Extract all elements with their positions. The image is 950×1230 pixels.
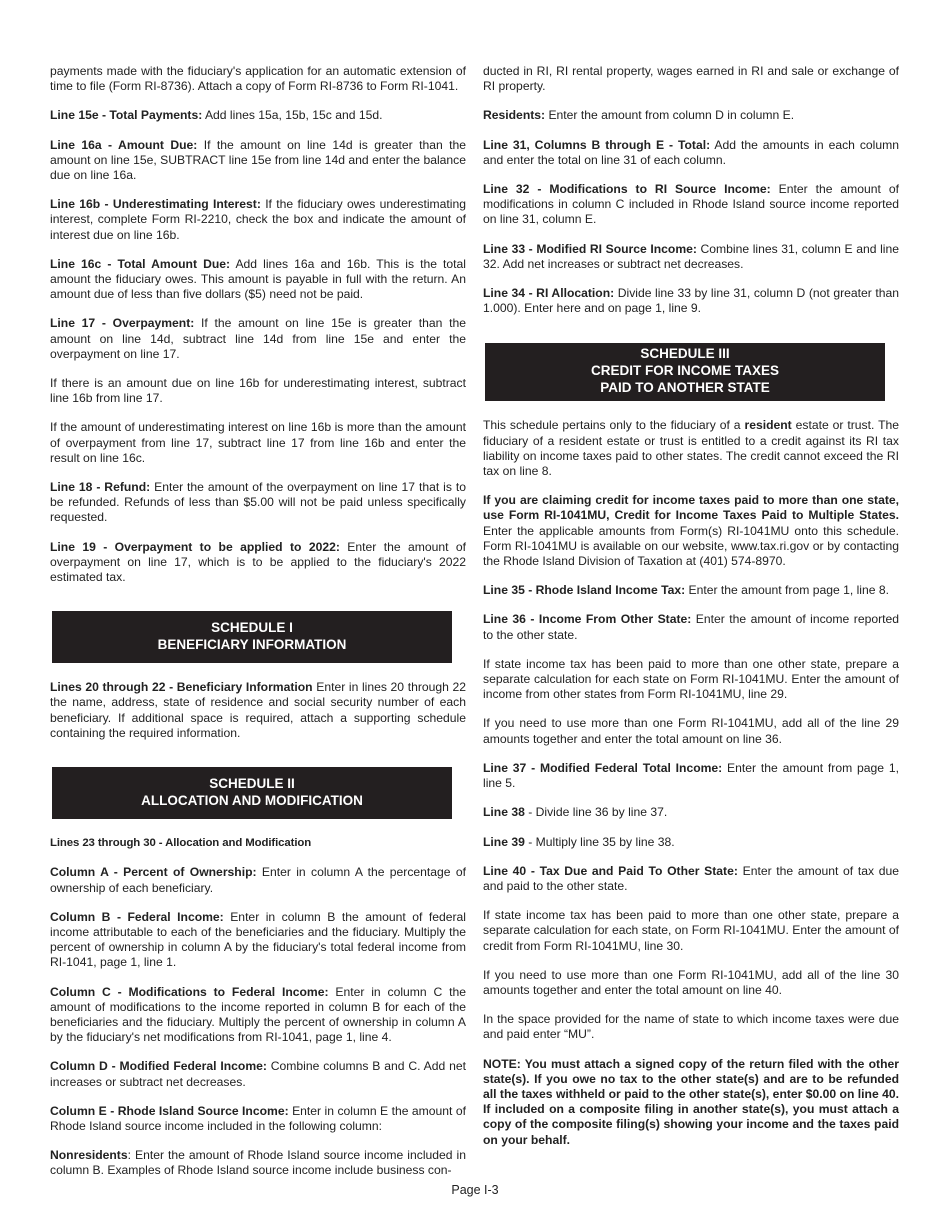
label-line-16c: Line 16c - Total Amount Due: (50, 256, 231, 271)
schedule-3-header (485, 343, 885, 401)
paragraph-column-e: Column E - Rhode Island Source Income: Enter in column E the amount of Rhode Island source income included in the following column: (50, 1103, 466, 1133)
label-resident: resident (744, 418, 792, 433)
paragraph-amount-due-16b: If there is an amount due on line 16b for underestimating interest, subtract line 16b from line 17. (50, 376, 466, 406)
schedule-3-subtitle-1: CREDIT FOR INCOME TAXES (590, 363, 779, 379)
label-column-d: Column D - Modified Federal Income: (50, 1059, 267, 1074)
paragraph-line-17: Line 17 - Overpayment: If the amount on line 15e is greater than the amount on line 14d, subtract line 14d from line 15e and enter the overpayment on line 17. (50, 316, 467, 361)
paragraph-line-15e: Line 15e - Total Payments: Add lines 15a, 15b, 15c and 15d. (50, 108, 383, 123)
paragraph-add-line-29: If you need to use more than one Form RI-1041MU, add all of the line 29 amounts together and enter the total amount on line 36. (483, 716, 899, 746)
label-column-a: Column A - Percent of Ownership: (50, 865, 257, 880)
paragraph-line-18: Line 18 - Refund: Enter the amount of the overpayment on line 17 that is to be refunded. Refunds of less than $5.00 will not be paid unless specifically requested. (50, 480, 466, 525)
paragraph-line-16b: Line 16b - Underestimating Interest: If the fiduciary owes underestimating interest, complete Form RI-2210, check the box and indicate the amount of interest due on line 16b. (50, 197, 467, 242)
paragraph-line-16a: Line 16a - Amount Due: If the amount on line 14d is greater than the amount on line 15e, SUBTRACT line 15e from line 14d and enter the balance due on line 16a. (50, 137, 466, 183)
paragraph-mu-state: In the space provided for the name of state to which income taxes were due and paid enter “MU”. (483, 1012, 899, 1042)
label-line-32: Line 32 - Modifications to RI Source Income: (483, 182, 771, 197)
schedule-3-subtitle-2: PAID TO ANOTHER STATE (600, 380, 770, 396)
label-line-37: Line 37 - Modified Federal Total Income: (483, 760, 723, 775)
paragraph-continued: ducted in RI, RI rental property, wages earned in RI and sale or exchange of RI property. (483, 64, 899, 94)
label-line-16b: Line 16b - Underestimating Interest: (50, 197, 261, 212)
paragraph-line-36: Line 36 - Income From Other State: Enter the amount of income reported to the other state. (483, 612, 899, 642)
paragraph-underestimating-more: If the amount of underestimating interest on line 16b is more than the amount of overpayment from line 17, subtract line 17 from line 16b and enter the result on line 16c. (50, 420, 466, 465)
paragraph-add-line-30: If you need to use more than one Form RI-1041MU, add all of the line 30 amounts together and enter the total amount on line 40. (483, 967, 899, 997)
schedule-1-header (52, 611, 452, 663)
schedule-1-subtitle: BENEFICIARY INFORMATION (157, 637, 347, 653)
label-nonresidents: Nonresidents (50, 1148, 128, 1163)
paragraph-lines-20-22: Lines 20 through 22 - Beneficiary Information Enter in lines 20 through 22 the name, address, state of residence and social security number of each beneficiary. If additional space is required, attach a supporting schedule containing the required information. (50, 680, 466, 740)
page-number: Page I-3 (451, 1183, 499, 1197)
label-line-34: Line 34 - RI Allocation: (483, 286, 615, 301)
label-residents: Residents: (483, 108, 546, 123)
label-line-36: Line 36 - Income From Other State: (483, 612, 692, 627)
schedule-3-title: SCHEDULE III (640, 346, 730, 362)
label-line-35: Line 35 - Rhode Island Income Tax: (483, 583, 686, 598)
label-line-16a: Line 16a - Amount Due: (50, 137, 198, 152)
paragraph-separate-calc-30: If state income tax has been paid to more than one other state, prepare a separate calculation for each state, on Form RI-1041MU. Enter the amount of credit from Form RI-1041MU, line 30. (483, 908, 899, 953)
paragraph-line-31: Line 31, Columns B through E - Total: Add the amounts in each column and enter the total on line 31 of each column. (483, 137, 899, 167)
paragraph-separate-calc-29: If state income tax has been paid to more than one other state, prepare a separate calculation for each state on Form RI-1041MU. Enter the amount of income from other states from Form RI-1041MU, line 29. (483, 656, 899, 702)
label-line-19: Line 19 - Overpayment to be applied to 2022: (50, 539, 340, 554)
paragraph-line-16c: Line 16c - Total Amount Due: Add lines 16a and 16b. This is the total amount the fiduciary owes. This amount is payable in full with the return. An amount due of less than five dollars ($5) need not be paid. (50, 256, 466, 302)
paragraph-line-33: Line 33 - Modified RI Source Income: Combine lines 31, column E and line 32. Add net increases or subtract net decreases. (483, 241, 899, 271)
label-line-33: Line 33 - Modified RI Source Income: (483, 241, 697, 256)
paragraph-line-35: Line 35 - Rhode Island Income Tax: Enter the amount from page 1, line 8. (483, 583, 889, 598)
label-line-39: Line 39 (483, 834, 525, 849)
right-column (483, 64, 899, 1162)
label-column-e: Column E - Rhode Island Source Income: (50, 1103, 289, 1118)
label-line-38: Line 38 (483, 805, 525, 820)
paragraph-residents: Residents: Enter the amount from column D in column E. (483, 108, 795, 123)
label-line-15e: Line 15e - Total Payments: (50, 108, 203, 123)
schedule-2-title: SCHEDULE II (209, 776, 295, 792)
schedule-2-subtitle: ALLOCATION AND MODIFICATION (141, 793, 363, 809)
left-column (50, 64, 466, 1193)
paragraph-line-34: Line 34 - RI Allocation: Divide line 33 by line 31, column D (not greater than 1.000). Enter here and on page 1, line 9. (483, 286, 899, 316)
heading-lines-23-30: Lines 23 through 30 - Allocation and Modification (50, 837, 312, 850)
paragraph-line-19: Line 19 - Overpayment to be applied to 2022: Enter the amount of overpayment on line 17, which is to be applied to the fiduciary's 2022 estimated tax. (50, 539, 466, 585)
paragraph-line-38: Line 38 - Divide line 36 by line 37. (483, 805, 668, 820)
paragraph-note: NOTE: You must attach a signed copy of the return filed with the other state(s). If you owe no tax to the other state(s) and are to be refunded all the taxes withheld or paid to the other state(s), enter $0.00 on line 40. If included on a composite filing in another state(s), you must attach a copy of the composite filing(s) showing your income and the taxes paid on your behalf. (483, 1056, 899, 1147)
paragraph-column-d: Column D - Modified Federal Income: Combine columns B and C. Add net increases or subtract net decreases. (50, 1059, 466, 1089)
paragraph-line-32: Line 32 - Modifications to RI Source Income: Enter the amount of modifications in column C included in Rhode Island source income reported on line 31, column E. (483, 182, 899, 227)
label-line-31: Line 31, Columns B through E - Total: (483, 137, 711, 152)
label-lines-20-22: Lines 20 through 22 - Beneficiary Information (50, 680, 313, 695)
paragraph-column-b: Column B - Federal Income: Enter in column B the amount of federal income attributable to each of the beneficiaries and the fiduciary. Multiply the percent of ownership in column A by the fiduciary's total federal income from RI-1041, page 1, line 1. (50, 909, 466, 970)
paragraph-line-37: Line 37 - Modified Federal Total Income: Enter the amount from page 1, line 5. (483, 760, 899, 791)
paragraph-extension-payments: payments made with the fiduciary's application for an automatic extension of time to file (Form RI-8736). Attach a copy of Form RI-8736 to Form RI-1041. (50, 64, 466, 94)
label-line-18: Line 18 - Refund: (50, 480, 151, 495)
paragraph-line-40: Line 40 - Tax Due and Paid To Other State: Enter the amount of tax due and paid to the other state. (483, 863, 899, 893)
label-line-17: Line 17 - Overpayment: (50, 316, 195, 331)
paragraph-nonresidents: Nonresidents: Enter the amount of Rhode Island source income included in column B. Examples of Rhode Island source income include business con- (50, 1148, 466, 1178)
paragraph-column-c: Column C - Modifications to Federal Income: Enter in column C the amount of modifications to the income reported in column B for each of the beneficiaries and the fiduciary. Multiply the percent of ownership in column A by the fiduciary's net modifications from RI-1041, page 1, line 4. (50, 984, 466, 1045)
paragraph-schedule-3-intro: This schedule pertains only to the fiduciary of a resident estate or trust. The fiduciary of a resident estate or trust is entitled to a credit against its RI tax liability on income taxes paid to other states. The credit cannot exceed the RI tax on line 8. (483, 418, 899, 479)
multiple-states-bold: If you are claiming credit for income taxes paid to more than one state, use Form RI-1041MU, Credit for Income Taxes Paid to Multiple States. (483, 493, 899, 523)
paragraph-column-a: Column A - Percent of Ownership: Enter in column A the percentage of ownership of each beneficiary. (50, 865, 466, 895)
paragraph-line-39: Line 39 - Multiply line 35 by line 38. (483, 834, 675, 849)
schedule-1-title: SCHEDULE I (211, 620, 293, 636)
paragraph-multiple-states: If you are claiming credit for income taxes paid to more than one state, use Form RI-1041MU, Credit for Income Taxes Paid to Multiple States. Enter the applicable amounts from Form(s) RI-1041MU onto this schedule. Form RI-1041MU is available on our website, www.tax.ri.gov or by contacting the Rhode Island Division of Taxation at (401) 574-8970. (483, 493, 899, 569)
label-column-b: Column B - Federal Income: (50, 909, 224, 924)
label-line-40: Line 40 - Tax Due and Paid To Other State: (483, 863, 738, 878)
label-column-c: Column C - Modifications to Federal Income: (50, 984, 329, 999)
schedule-2-header (52, 767, 452, 819)
